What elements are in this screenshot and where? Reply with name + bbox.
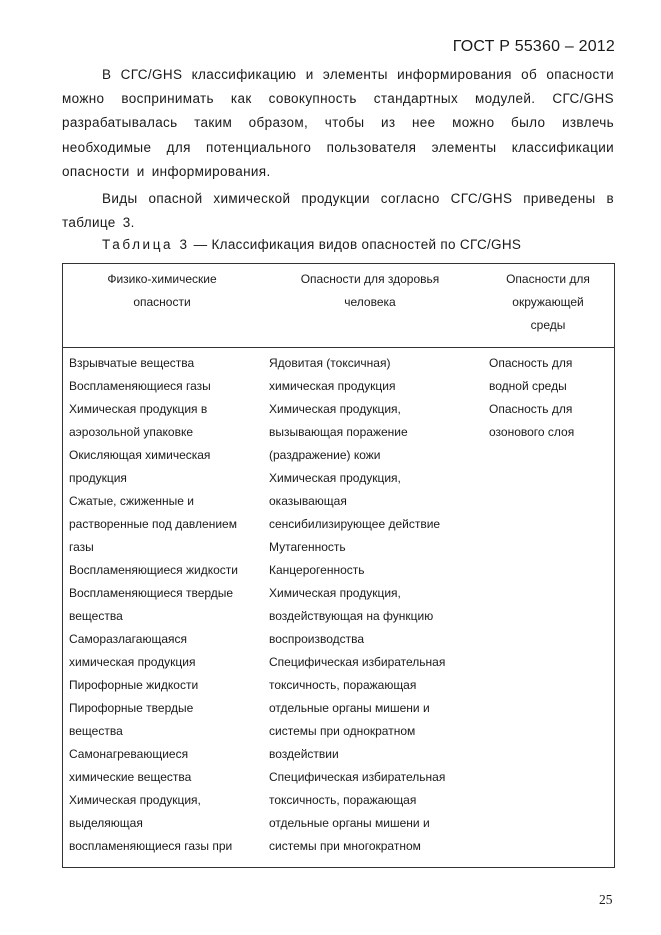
table-cell-line: Взрывчатые вещества [69, 356, 195, 370]
page-number: 25 [599, 892, 613, 907]
table-cell-line: системы при однократном [269, 724, 416, 738]
table-cell-line: Ядовитая (токсичная) [269, 356, 391, 370]
table-cell-line: Воспламеняющиеся жидкости [69, 563, 238, 577]
table-cell-line: вещества [69, 609, 123, 623]
table-cell-line: Специфическая избирательная [269, 770, 446, 784]
table-cell-line: Специфическая избирательная [269, 655, 446, 669]
table-cell-line: оказывающая [269, 494, 347, 508]
table-cell-line: токсичность, поражающая [269, 678, 417, 692]
column-physical-hazards [69, 352, 238, 858]
column-header-health: Опасности для здоровья человека [300, 272, 440, 309]
table-cell-line: Опасность для [489, 402, 573, 416]
table-cell-line: химическая продукция [69, 655, 196, 669]
table-cell-line: Воспламеняющиеся твердые [69, 586, 234, 600]
table-cell-line: Химическая продукция в [69, 402, 208, 416]
table-cell-line: Самонагревающиеся [69, 747, 189, 761]
table-cell-line: вызывающая поражение [269, 425, 408, 439]
table-cell-line: Опасность для [489, 356, 573, 370]
table-cell-line: Воспламеняющиеся газы [69, 379, 211, 393]
column-health-hazards [269, 352, 445, 858]
table-header-divider [62, 347, 615, 348]
table-cell-line: вещества [69, 724, 123, 738]
table-cell-line: воздействии [269, 747, 339, 761]
table-cell-line: растворенные под давлением [69, 517, 237, 531]
table-cell-line: выделяющая [69, 816, 143, 830]
table-caption-label: Таблица 3 [102, 237, 190, 252]
column-header-environment: Опасности для окружающей среды [506, 272, 590, 332]
table-cell-line: Канцерогенность [269, 563, 365, 577]
column-header-physical: Физико-химические опасности [107, 272, 217, 309]
table-cell-line: Окисляющая химическая [69, 448, 211, 462]
table-cell-line: воспроизводства [269, 632, 365, 646]
table-cell-line: отдельные органы мишени и [269, 701, 430, 715]
table-cell-line: озонового слоя [489, 425, 575, 439]
table-caption [102, 237, 521, 252]
table-cell-line: воздействующая на функцию [269, 609, 434, 623]
table-cell-line: (раздражение) кожи [269, 448, 381, 462]
document-header: ГОСТ Р 55360 – 2012 [452, 38, 615, 55]
body-paragraph: Виды опасной химической продукции согласно СГС/GHS приведены в таблице 3. [62, 191, 614, 231]
table-cell-line: аэрозольной упаковке [69, 425, 194, 439]
table-cell-line: газы [69, 540, 94, 554]
table-cell-line: Пирофорные твердые [69, 701, 194, 715]
table-cell-line: Мутагенность [269, 540, 346, 554]
table-cell-line: Пирофорные жидкости [69, 678, 199, 692]
table-cell-line: отдельные органы мишени и [269, 816, 430, 830]
table-cell-line: продукция [69, 471, 127, 485]
table-cell-line: Химическая продукция, [269, 471, 401, 485]
table-cell-line: Химическая продукция, [269, 402, 401, 416]
table-cell-line: химические вещества [69, 770, 192, 784]
table-caption-title: — Классификация видов опасностей по СГС/GHS [193, 237, 522, 252]
table-cell-line: Саморазлагающаяся [69, 632, 187, 646]
table-cell-line: Химическая продукция, [69, 793, 201, 807]
table-cell-line: Химическая продукция, [269, 586, 401, 600]
table-cell-line: химическая продукция [269, 379, 396, 393]
body-paragraph: В СГС/GHS классификацию и элементы информирования об опасности можно воспринимать как совокупность стандартных модулей. СГС/GHS разрабатывалась таким образом, чтобы из нее можно было извлечь необходимые для потенциального пользователя элементы классификации опасности и информирования. [62, 67, 614, 179]
table-cell-line: воспламеняющиеся газы при [69, 839, 233, 853]
table-cell-line: водной среды [489, 379, 567, 393]
table-cell-line: сенсибилизирующее действие [269, 517, 441, 531]
column-environmental-hazards [489, 352, 574, 444]
table-cell-line: Сжатые, сжиженные и [69, 494, 194, 508]
table-cell-line: токсичность, поражающая [269, 793, 417, 807]
table-cell-line: системы при многократном [269, 839, 421, 853]
